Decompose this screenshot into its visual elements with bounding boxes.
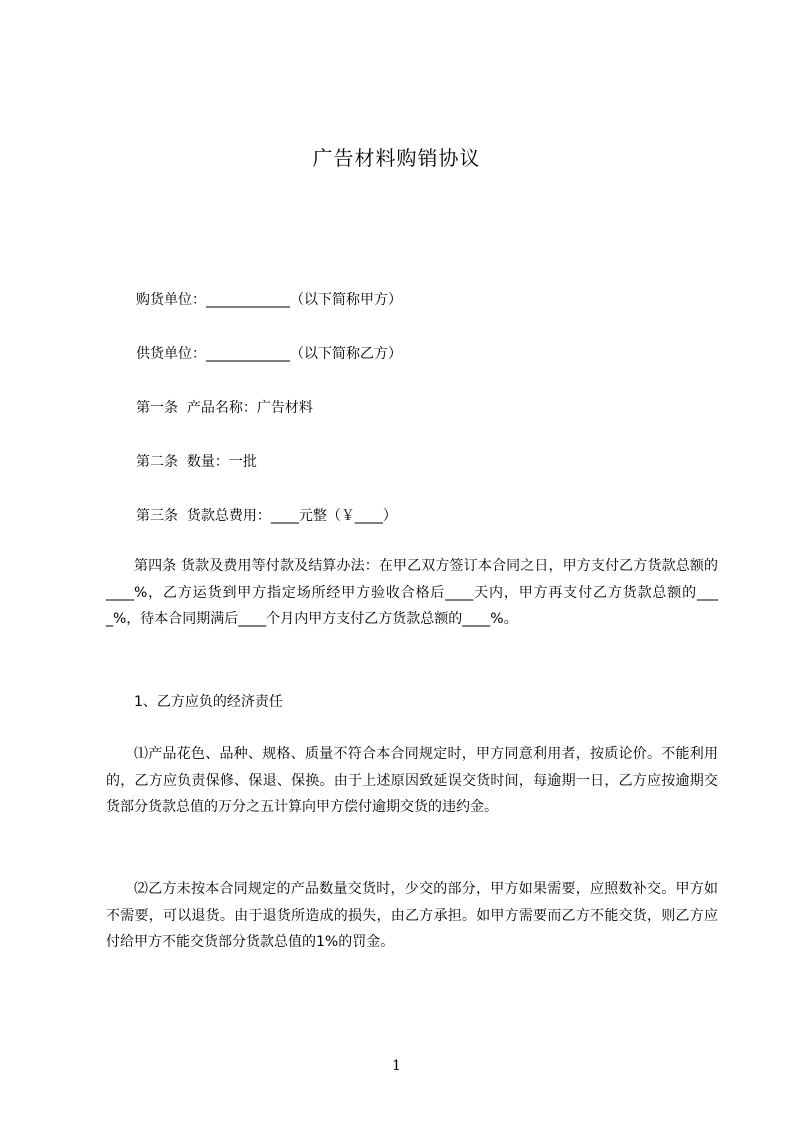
article-3-line: 第三条 货款总费用：____元整（￥____） bbox=[136, 508, 397, 524]
article-2-line: 第二条 数量：一批 bbox=[136, 454, 257, 470]
page-number: 1 bbox=[392, 1058, 401, 1074]
section-1-heading: 1、乙方应负的经济责任 bbox=[134, 694, 283, 710]
clause-2-paragraph: ⑵乙方未按本合同规定的产品数量交货时，少交的部分，甲方如果需要，应照数补交。甲方如不需要，可以退货。由于退货所造成的损失，由乙方承担。如甲方需要而乙方不能交货，则乙方应付给甲方不能交货部分货款总值的1%的罚金。 bbox=[106, 881, 718, 950]
article-1-line: 第一条 产品名称：广告材料 bbox=[136, 400, 313, 416]
buyer-line: 购货单位：____________（以下简称甲方） bbox=[136, 292, 402, 308]
document-title: 广告材料购销协议 bbox=[312, 146, 481, 170]
supplier-line: 供货单位：____________（以下简称乙方） bbox=[136, 346, 402, 362]
clause-1-paragraph: ⑴产品花色、品种、规格、质量不符合本合同规定时，甲方同意利用者，按质论价。不能利用的，乙方应负责保修、保退、保换。由于上述原因致延误交货时间，每逾期一日，乙方应按逾期交货部分货款总值的万分之五计算向甲方偿付逾期交货的违约金。 bbox=[106, 746, 718, 815]
article-4-paragraph: 第四条 货款及费用等付款及结算办法：在甲乙双方签订本合同之日，甲方支付乙方货款总额的____%，乙方运货到甲方指定场所经甲方验收合格后____天内，甲方再支付乙方货款总额的____%，待本合同期满后____个月内甲方支付乙方货款总额的____%。 bbox=[106, 558, 718, 627]
